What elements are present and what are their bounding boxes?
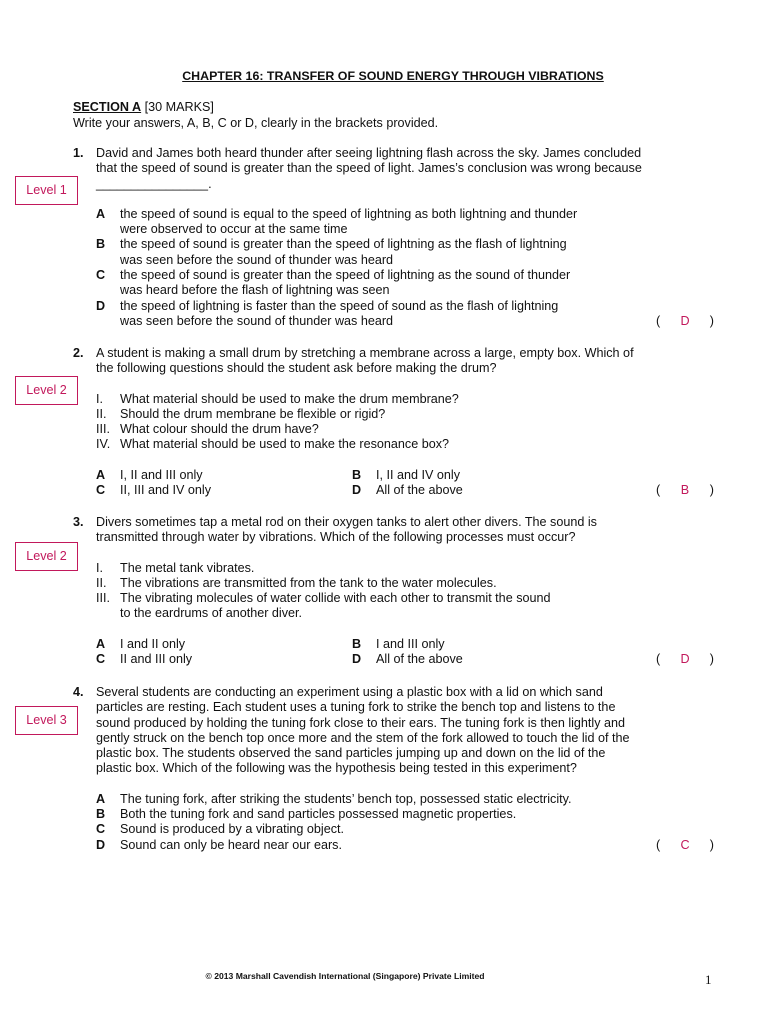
question-stem: David and James both heard thunder after seeing lightning flash across the sky. James concluded that the speed of sound is greater than the speed of light. James’s conclusion was wrong because ________________.	[96, 146, 642, 191]
option-list	[96, 792, 718, 853]
level-badge-q2: Level 2	[15, 376, 78, 405]
option-list	[96, 207, 718, 329]
statement-item: IV. What material should be used to make the resonance box?	[96, 437, 450, 452]
option-grid	[96, 637, 718, 668]
question-4	[73, 685, 718, 853]
question-stem: A student is making a small drum by stretching a membrane across a large, empty box. Which of the following questions should the student ask before making the drum?	[96, 346, 634, 376]
statement-list	[96, 561, 718, 622]
answer-value: D	[680, 652, 690, 667]
statement-item: III. The vibrating molecules of water collide with each other to transmit the sound to the eardrums of another diver.	[96, 591, 551, 621]
section-label: SECTION A	[73, 100, 142, 114]
option-b: B the speed of sound is greater than the speed of lightning as the flash of lightning was seen before the sound of thunder was heard	[96, 237, 567, 267]
question-number: 3.	[73, 515, 84, 529]
question-number: 2.	[73, 346, 84, 360]
option-b: B I and III only	[352, 636, 445, 651]
level-badge-q1: Level 1	[15, 176, 78, 205]
option-a: A I and II only	[96, 636, 186, 651]
question-number: 1.	[73, 146, 84, 160]
option-b: B Both the tuning fork and sand particles possessed magnetic properties.	[96, 807, 517, 822]
level-badge-q3: Level 2	[15, 542, 78, 571]
option-d: D the speed of lightning is faster than the speed of sound as the flash of lightning was seen before the sound of thunder was heard ( D )	[96, 298, 714, 328]
instructions: Write your answers, A, B, C or D, clearly in the brackets provided.	[73, 116, 439, 130]
option-a: A the speed of sound is equal to the speed of lightning as both lightning and thunder were observed to occur at the same time	[96, 206, 578, 237]
statement-list	[96, 392, 718, 453]
question-2	[73, 346, 718, 498]
statement-item: I. The metal tank vibrates.	[96, 560, 255, 575]
statement-item: III. What colour should the drum have?	[96, 422, 319, 437]
statement-item: I. What material should be used to make the drum membrane?	[96, 391, 459, 406]
section-heading	[73, 100, 214, 115]
answer-value: D	[680, 313, 690, 328]
option-c: C the speed of sound is greater than the speed of lightning as the sound of thunder was heard before the flash of lightning was seen	[96, 268, 571, 298]
page-number: 1	[705, 972, 712, 987]
question-stem: Divers sometimes tap a metal rod on their oxygen tanks to alert other divers. The sound is transmitted through water by vibrations. Which of the following processes must occur?	[96, 515, 597, 545]
option-b: B I, II and IV only	[352, 467, 461, 482]
question-3	[73, 515, 718, 667]
answer-bracket: ( D )	[656, 652, 714, 667]
option-d: D All of the above	[352, 483, 463, 498]
option-c: C Sound is produced by a vibrating object.	[96, 822, 345, 837]
option-d: D Sound can only be heard near our ears. ( C )	[96, 837, 714, 852]
level-badge-q4: Level 3	[15, 706, 78, 735]
section-marks: [30 MARKS]	[144, 100, 214, 114]
option-d: D All of the above	[352, 652, 463, 667]
question-number: 4.	[73, 685, 84, 699]
statement-item: II. Should the drum membrane be flexible or rigid?	[96, 406, 386, 421]
answer-value: B	[680, 483, 690, 498]
answer-value: C	[680, 837, 690, 852]
option-grid	[96, 468, 718, 499]
answer-bracket: ( D )	[656, 313, 714, 328]
question-1	[73, 146, 718, 329]
copyright-footer: © 2013 Marshall Cavendish International (Singapore) Private Limited	[205, 971, 485, 981]
option-a: A I, II and III only	[96, 467, 203, 482]
answer-bracket: ( B )	[656, 483, 714, 498]
option-c: C II, III and IV only	[96, 483, 212, 498]
option-a: A The tuning fork, after striking the students’ bench top, possessed static electricity.	[96, 791, 572, 806]
question-stem: Several students are conducting an experiment using a plastic box with a lid on which sand particles are resting. Each student uses a tuning fork to strike the bench top and listens to the sound produced by holding the tuning fork close to their ears. The tuning fork is then lightly and gently struck on the bench top once more and the stem of the fork allowed to touch the lid of the plastic box. The students observed the sand particles jumping up and down on the lid of the plastic box. Which of the following was the hypothesis being tested in this experiment?	[96, 685, 630, 776]
chapter-title: CHAPTER 16: TRANSFER OF SOUND ENERGY THROUGH VIBRATIONS	[182, 69, 604, 83]
answer-bracket: ( C )	[656, 837, 714, 852]
option-c: C II and III only	[96, 652, 193, 667]
statement-item: II. The vibrations are transmitted from the tank to the water molecules.	[96, 575, 497, 590]
